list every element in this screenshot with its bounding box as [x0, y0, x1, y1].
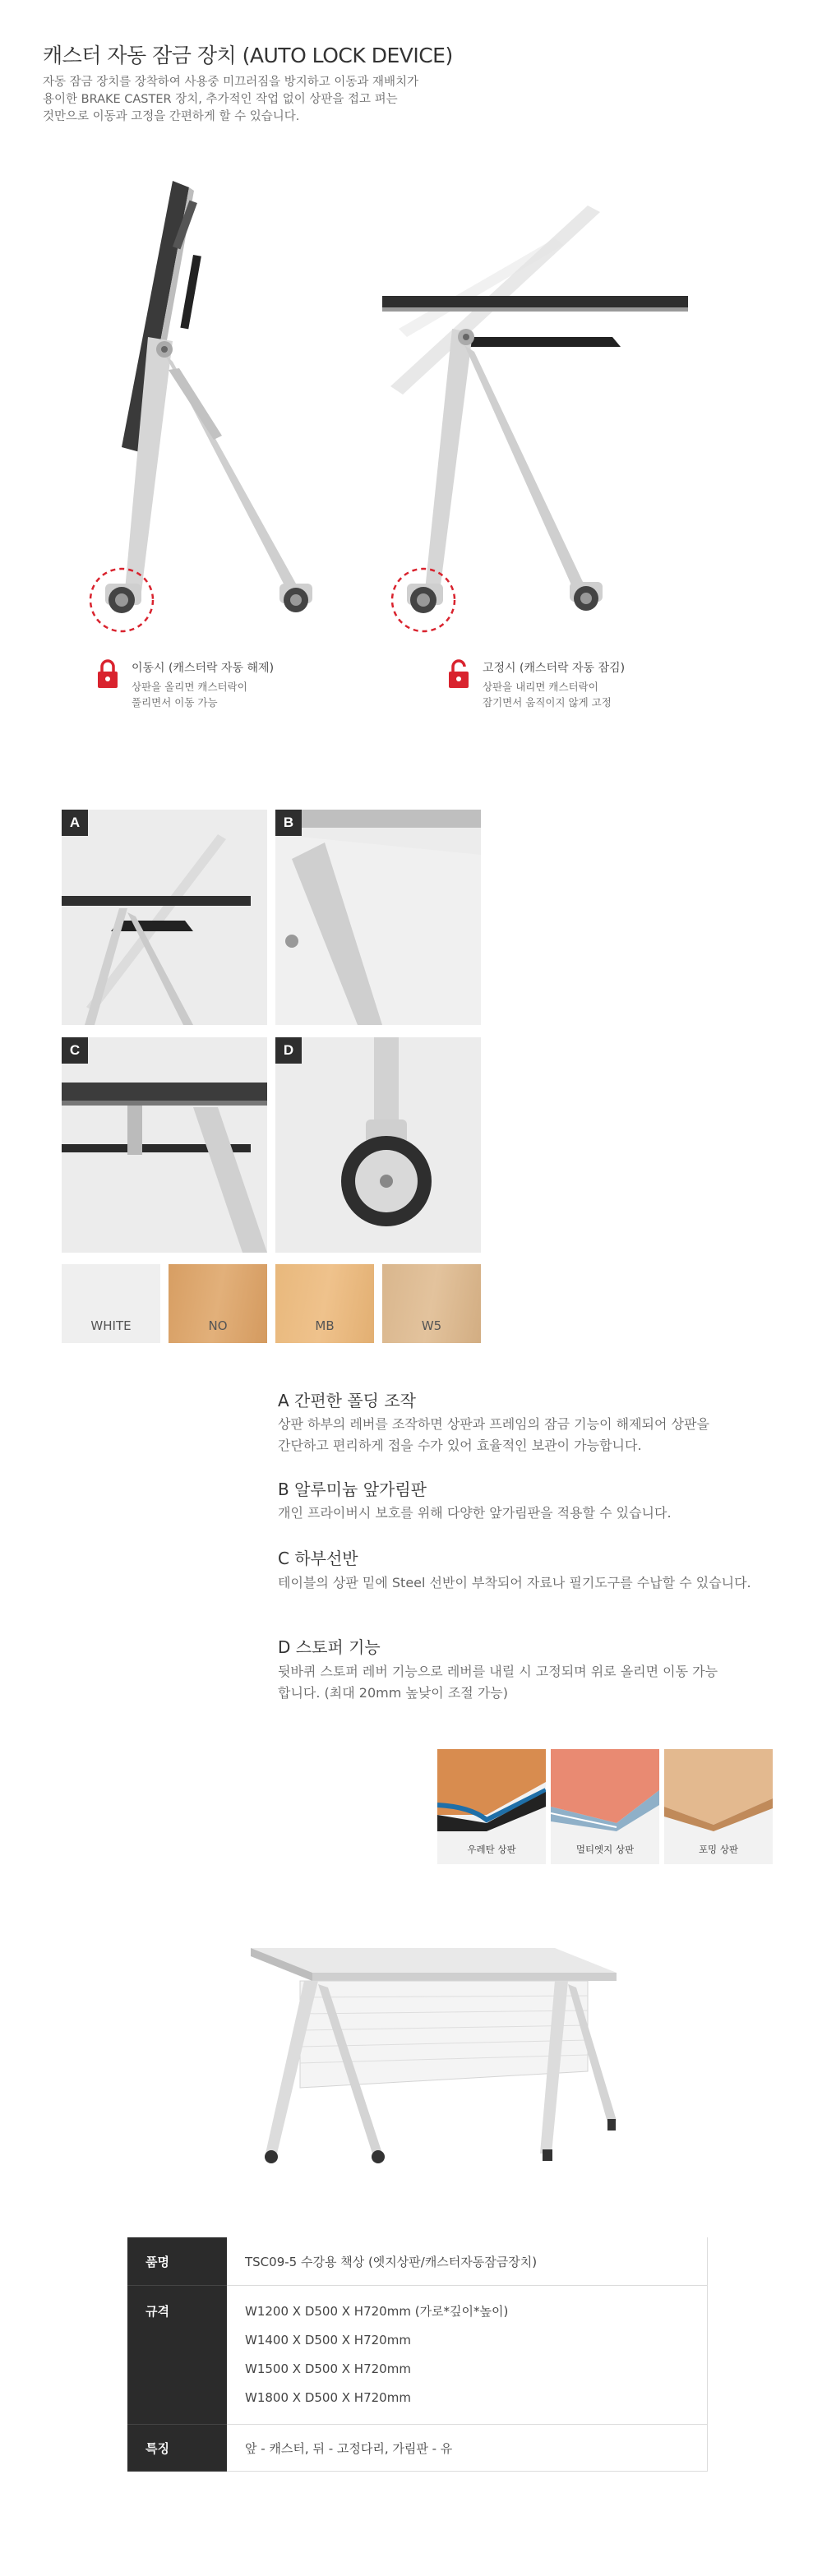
feature-line: 개인 프라이버시 보호를 위해 다양한 앞가림판을 적용할 수 있습니다.: [278, 1505, 672, 1521]
lock-state-desc: 상판을 올리면 캐스터락이: [132, 681, 247, 693]
feature-line: 간단하고 편리하게 접을 수가 있어 효율적인 보관이 가능합니다.: [278, 1438, 642, 1453]
edge-type-urethane: [437, 1749, 546, 1864]
intro-line: 자동 잠금 장치를 장착하여 사용중 미끄러짐을 방지하고 이동과 재배치가: [43, 76, 419, 89]
feature-desc: [278, 1503, 779, 1524]
spec-value: 앞 - 캐스터, 뒤 - 고정다리, 가림판 - 유: [227, 2425, 708, 2472]
lock-state-desc: 상판을 내리면 캐스터락이: [483, 681, 598, 693]
detail-thumb-a: [62, 810, 267, 1025]
locked-padlock-icon: [448, 659, 469, 689]
feature-line: 상판 하부의 레버를 조작하면 상판과 프레임의 잠금 기능이 해제되어 상판을: [278, 1416, 709, 1432]
edge-type-multi: [551, 1749, 659, 1864]
lock-state-label: 고정시 (캐스터락 자동 잠김): [483, 662, 626, 675]
detail-tag: B: [275, 810, 302, 836]
detail-tag: C: [62, 1037, 88, 1064]
feature-desc: [278, 1414, 779, 1457]
spec-key: 품명: [127, 2237, 227, 2286]
table-row: [127, 2286, 708, 2425]
feature-line: 합니다. (최대 20mm 높낮이 조절 가능): [278, 1685, 509, 1701]
detail-thumb-b: [275, 810, 481, 1025]
feature-title: B 알루미늄 앞가림판: [278, 1480, 427, 1499]
lock-state-label: 이동시 (캐스터락 자동 해제): [132, 662, 275, 675]
edge-label: 우레탄 상판: [467, 1844, 516, 1855]
spec-value-list: [227, 2286, 708, 2425]
swatch-label: NO: [208, 1318, 228, 1333]
swatch-label: MB: [315, 1318, 335, 1333]
feature-title: D 스토퍼 기능: [278, 1637, 381, 1657]
spec-value: W1800 X D500 X H720mm: [245, 2390, 411, 2405]
feature-line: 테이블의 상판 밑에 Steel 선반이 부착되어 자료나 필기도구를 수납할 수 있습니다.: [278, 1575, 751, 1590]
unlocked-padlock-icon: [97, 659, 118, 689]
spec-key: 특징: [127, 2425, 227, 2472]
feature-title: C 하부선반: [278, 1549, 358, 1568]
swatch-label: W5: [421, 1318, 442, 1333]
color-swatch-white: [62, 1264, 160, 1343]
spec-value: W1200 X D500 X H720mm (가로*깊이*높이): [245, 2304, 509, 2319]
detail-tag: D: [275, 1037, 302, 1064]
edge-label: 멀티엣지 상판: [575, 1844, 635, 1855]
swatch-label: WHITE: [90, 1318, 132, 1333]
feature-title: A 간편한 폴딩 조작: [278, 1391, 416, 1410]
feature-desc: [278, 1572, 779, 1594]
intro-text: [43, 74, 470, 126]
detail-thumb-c: [62, 1037, 267, 1253]
detail-thumb-d: [275, 1037, 481, 1253]
spec-key: 규격: [127, 2286, 227, 2425]
spec-table: [127, 2237, 708, 2472]
color-swatch-no: [169, 1264, 267, 1343]
spec-value: W1400 X D500 X H720mm: [245, 2333, 411, 2347]
color-swatch-w5: [382, 1264, 481, 1343]
page-title: 캐스터 자동 잠금 장치 (AUTO LOCK DEVICE): [43, 44, 453, 67]
table-row: [127, 2237, 708, 2286]
color-swatch-mb: [275, 1264, 374, 1343]
detail-tag: A: [62, 810, 88, 836]
table-row: [127, 2425, 708, 2472]
desk-unfolded-figure: [374, 164, 703, 641]
intro-line: 것만으로 이동과 고정을 간편하게 할 수 있습니다.: [43, 110, 300, 123]
desk-product-image: [242, 1932, 621, 2178]
intro-line: 용이한 BRAKE CASTER 장치, 추가적인 작업 없이 상판을 접고 펴는: [43, 93, 398, 106]
desk-folded-figure: [49, 164, 345, 641]
lock-state-desc: 잠기면서 움직이지 않게 고정: [483, 696, 612, 709]
edge-type-foaming: [664, 1749, 773, 1864]
feature-line: 뒷바퀴 스토퍼 레버 기능으로 레버를 내릴 시 고정되며 위로 올리면 이동 가능: [278, 1664, 718, 1679]
spec-value: TSC09-5 수강용 책상 (엣지상판/캐스터자동잠금장치): [227, 2237, 708, 2286]
edge-label: 포밍 상판: [698, 1844, 739, 1855]
feature-desc: [278, 1661, 779, 1704]
spec-value: W1500 X D500 X H720mm: [245, 2361, 411, 2376]
lock-state-desc: 풀리면서 이동 가능: [132, 696, 218, 709]
